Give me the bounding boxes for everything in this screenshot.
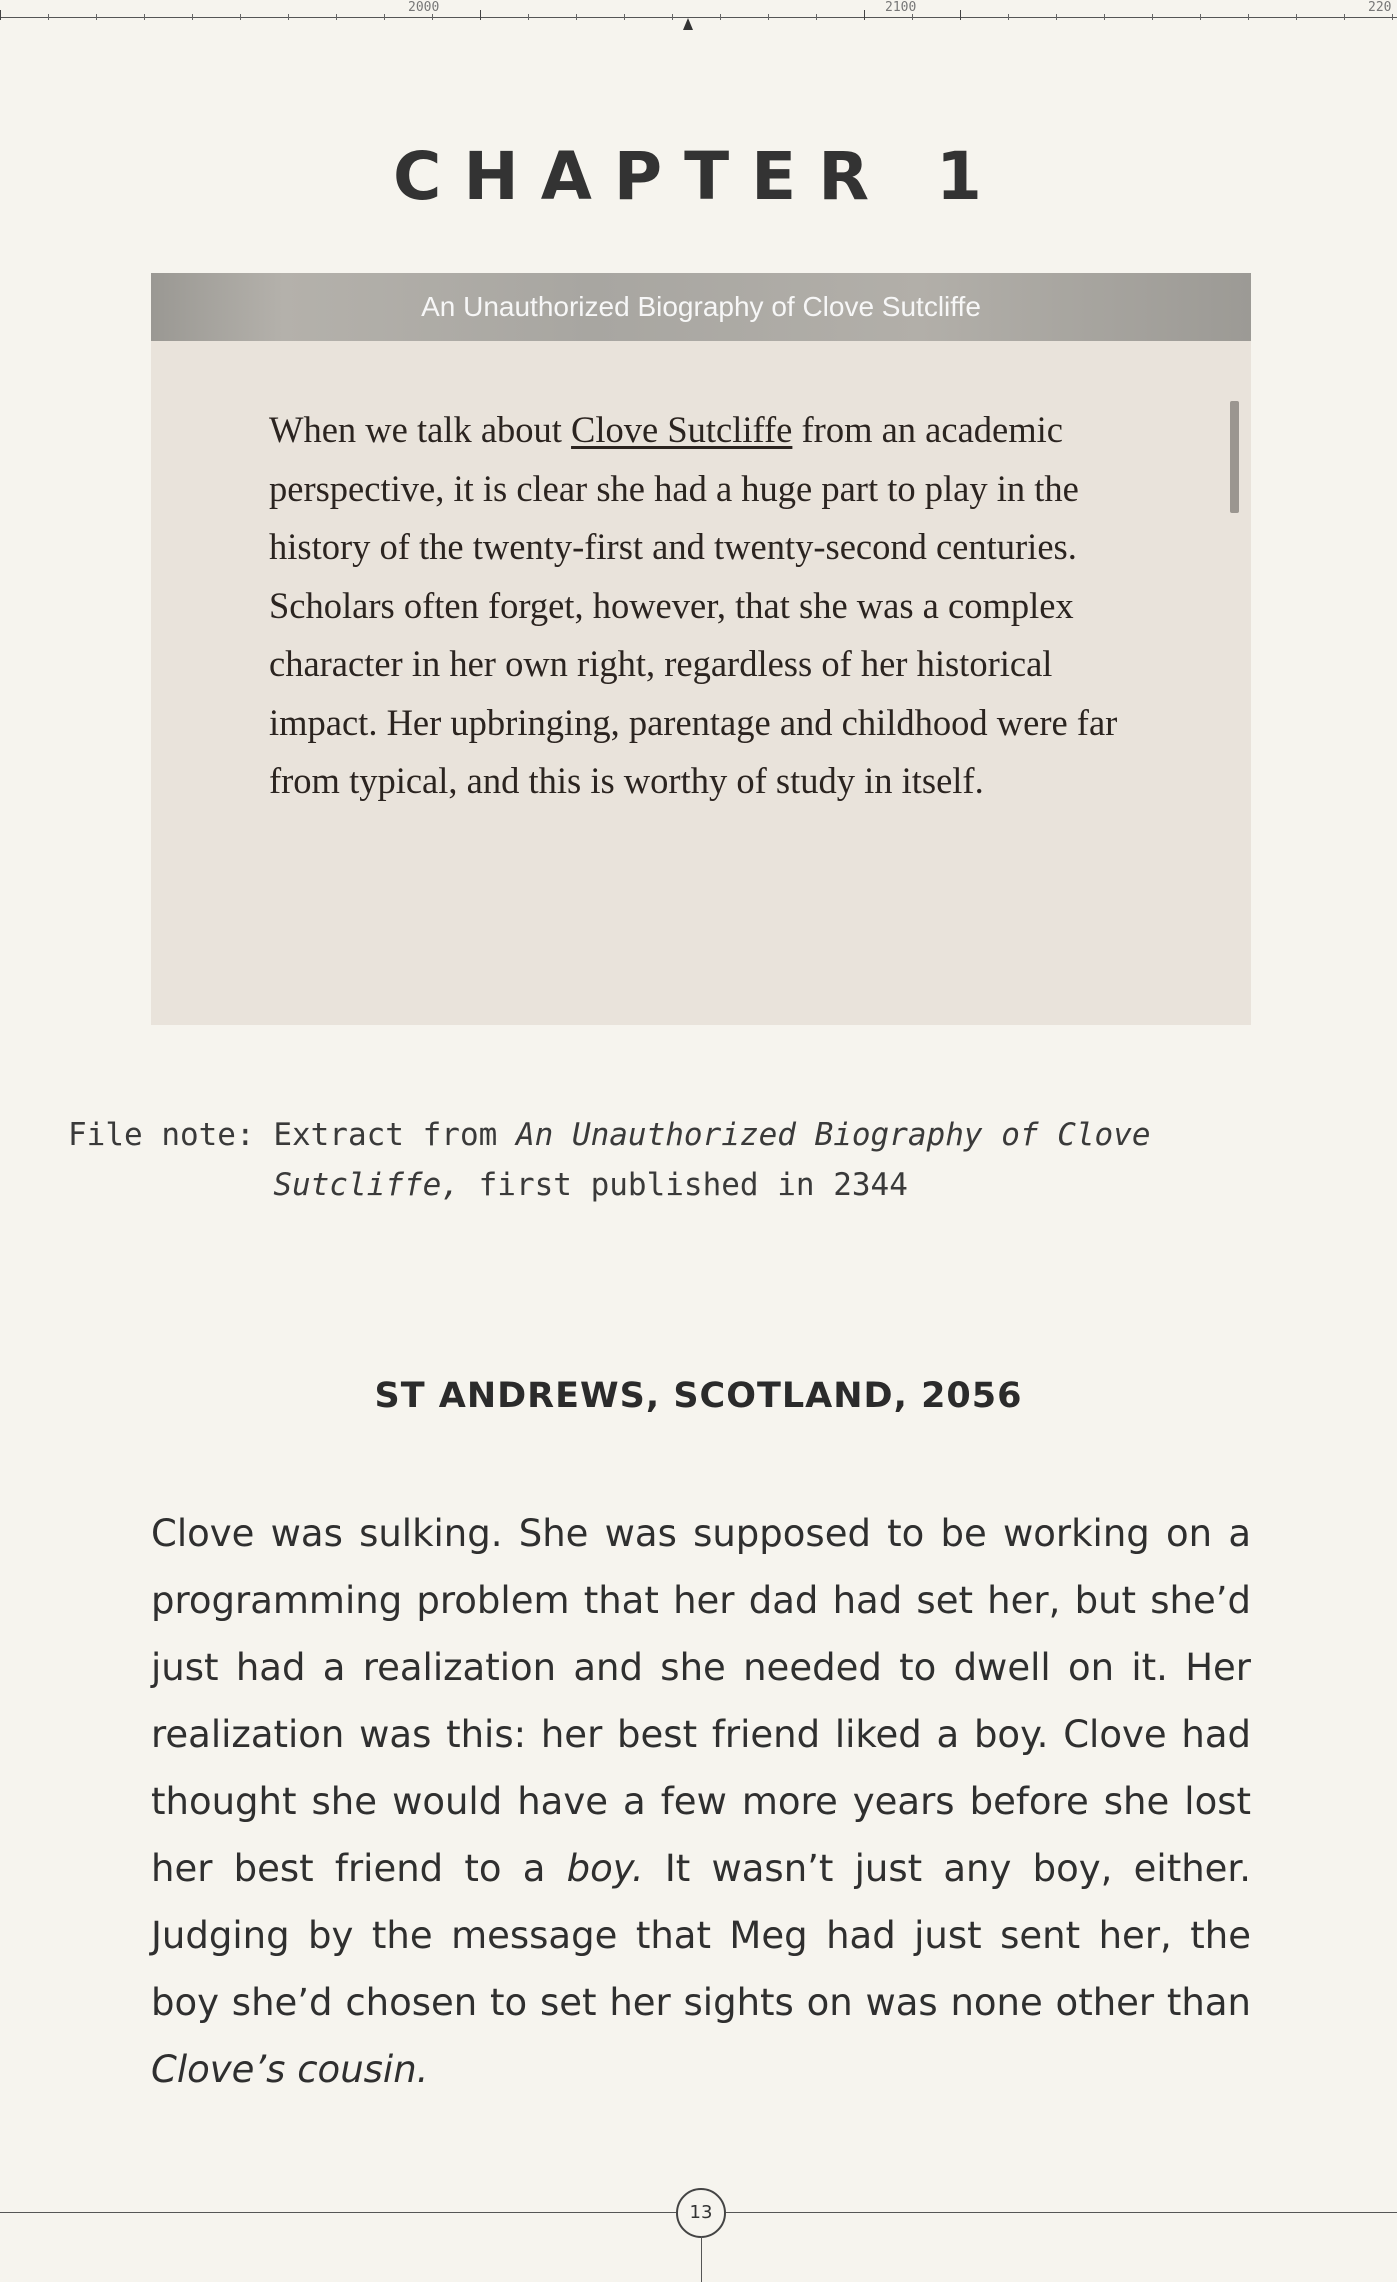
timeline-tick bbox=[1056, 14, 1057, 20]
timeline-tick bbox=[720, 14, 721, 20]
timeline-year-2200: 220 bbox=[1368, 0, 1392, 15]
timeline-tick bbox=[0, 10, 1, 20]
timeline-tick bbox=[1392, 14, 1393, 20]
reader-header-title: An Unauthorized Biography of Clove Sutcliffe bbox=[421, 291, 981, 322]
file-note-prefix: Extract from bbox=[273, 1117, 516, 1153]
reader-body bbox=[269, 401, 1149, 811]
timeline-tick bbox=[48, 14, 49, 20]
timeline-tick bbox=[192, 14, 193, 20]
body-emphasis-1: boy. bbox=[566, 1847, 644, 1890]
timeline-tick bbox=[960, 10, 961, 20]
page-number: 13 bbox=[676, 2188, 726, 2238]
file-note-suffix: first published in 2344 bbox=[459, 1167, 908, 1203]
timeline-tick bbox=[1344, 14, 1345, 20]
file-note bbox=[68, 1110, 1328, 1210]
timeline-tick bbox=[336, 14, 337, 20]
timeline-tick bbox=[1008, 14, 1009, 20]
file-note-book-title: An Unauthorized Biography of Clove Sutcliffe, bbox=[273, 1117, 1151, 1203]
footer-line-left bbox=[0, 2212, 676, 2213]
body-part-1: Clove was sulking. She was supposed to be working on a programming problem that her dad had set her, but she’d just had a realization and she needed to dwell on it. Her realization was this: her best friend liked a boy. Clove had thought she would have a few more years before she lost her best friend to a bbox=[151, 1512, 1251, 1890]
timeline-tick bbox=[384, 14, 385, 20]
file-note-text bbox=[273, 1110, 1328, 1210]
timeline-tick bbox=[1152, 14, 1153, 20]
timeline-axis bbox=[0, 17, 1397, 18]
reader-text-before-link: When we talk about bbox=[269, 409, 572, 450]
body-part-2: It wasn’t just any boy, either. Judging by the message that Meg had just sent her, the boy she’d chosen to set her sights on was none other than bbox=[151, 1847, 1251, 2024]
timeline-tick bbox=[288, 14, 289, 20]
timeline-tick bbox=[576, 14, 577, 20]
timeline-tick bbox=[144, 14, 145, 20]
location-heading: ST ANDREWS, SCOTLAND, 2056 bbox=[374, 1376, 1023, 1416]
body-emphasis-2: Clove’s cousin. bbox=[151, 2048, 429, 2091]
timeline-marker-icon bbox=[683, 18, 693, 30]
reader-link-clove-sutcliffe[interactable]: Clove Sutcliffe bbox=[571, 409, 793, 450]
reader-text-after-link: from an academic perspective, it is clear she had a huge part to play in the history of the twenty-first and twenty-second centuries. Scholars often forget, however, that she was a complex character in her own right, regardless of her historical impact. Her upbringing, parentage and childhood were far from typical, and this is worthy of study in itself. bbox=[269, 409, 1118, 801]
timeline-year-2100: 2100 bbox=[885, 0, 917, 15]
reader-header bbox=[151, 273, 1251, 341]
timeline-tick bbox=[1248, 14, 1249, 20]
body-paragraph bbox=[151, 1500, 1251, 2103]
reader-scrollbar[interactable] bbox=[1230, 401, 1239, 513]
timeline-tick bbox=[1104, 14, 1105, 20]
timeline-tick bbox=[1296, 14, 1297, 20]
chapter-title: CHAPTER 1 bbox=[393, 138, 1004, 215]
timeline-tick bbox=[96, 14, 97, 20]
timeline-tick bbox=[1200, 14, 1201, 20]
timeline-tick bbox=[864, 10, 865, 20]
timeline-tick bbox=[480, 10, 481, 20]
timeline-tick bbox=[240, 14, 241, 20]
timeline-tick bbox=[816, 14, 817, 20]
timeline-tick bbox=[672, 14, 673, 20]
timeline-year-2000: 2000 bbox=[408, 0, 440, 15]
timeline-tick bbox=[768, 14, 769, 20]
timeline-tick bbox=[624, 14, 625, 20]
timeline-tick bbox=[528, 14, 529, 20]
reader-panel bbox=[151, 273, 1251, 1025]
footer-stem bbox=[701, 2236, 702, 2282]
footer-line-right bbox=[726, 2212, 1397, 2213]
timeline-ruler bbox=[0, 0, 1397, 40]
file-note-label: File note: bbox=[68, 1117, 274, 1153]
